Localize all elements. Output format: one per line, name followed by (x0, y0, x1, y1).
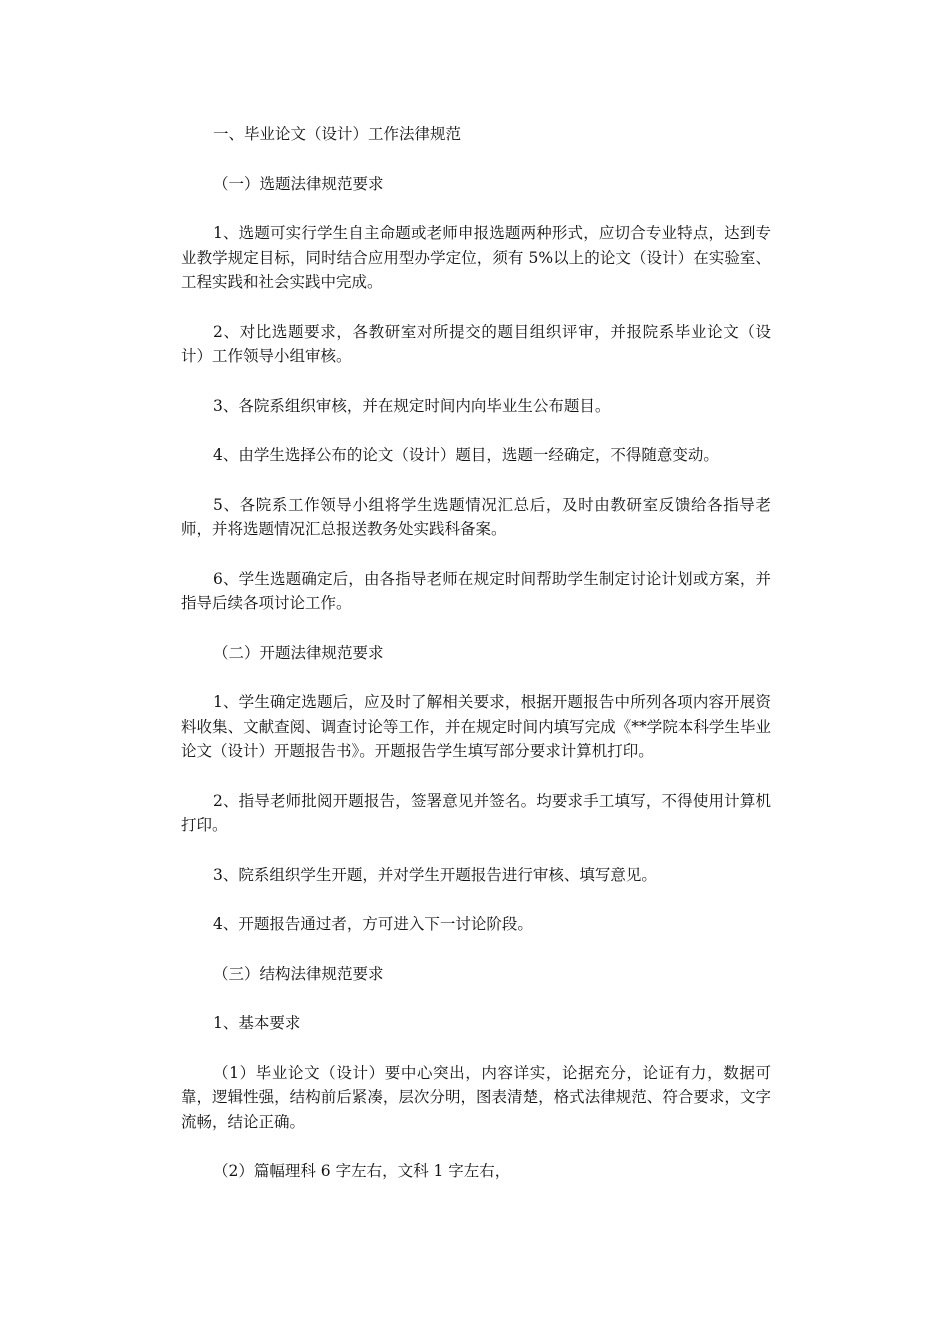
section-heading: 一、毕业论文（设计）工作法律规范 (213, 125, 462, 143)
paragraph: （1）毕业论文（设计）要中心突出，内容详实，论据充分，论证有力，数据可靠，逻辑性强，结构前后紧凑，层次分明，图表清楚，格式法律规范、符合要求，文字流畅，结论正确。 (181, 1063, 771, 1131)
document-body (181, 122, 771, 1209)
paragraph: 6、学生选题确定后，由各指导老师在规定时间帮助学生制定讨论计划或方案，并指导后续各项讨论工作。 (181, 569, 771, 612)
subsection-heading: （二）开题法律规范要求 (213, 643, 384, 662)
paragraph: 3、各院系组织审核，并在规定时间内向毕业生公布题目。 (213, 396, 611, 415)
paragraph: 2、对比选题要求，各教研室对所提交的题目组织评审，并报院系毕业论文（设计）工作领导小组审核。 (181, 322, 771, 365)
paragraph: 5、各院系工作领导小组将学生选题情况汇总后，及时由教研室反馈给各指导老师，并将选题情况汇总报送教务处实践科备案。 (181, 495, 771, 538)
paragraph: 3、院系组织学生开题，并对学生开题报告进行审核、填写意见。 (213, 865, 657, 884)
paragraph: 1、选题可实行学生自主命题或老师申报选题两种形式，应切合专业特点，达到专业教学规定目标，同时结合应用型办学定位，须有 5%以上的论文（设计）在实验室、工程实践和社会实践中完成。 (181, 224, 771, 291)
paragraph: 4、由学生选择公布的论文（设计）题目，选题一经确定，不得随意变动。 (213, 446, 719, 464)
paragraph: 4、开题报告通过者，方可进入下一讨论阶段。 (213, 915, 533, 933)
subsection-heading: （三）结构法律规范要求 (213, 964, 384, 983)
subsection-heading: （一）选题法律规范要求 (213, 174, 384, 193)
paragraph: 1、学生确定选题后，应及时了解相关要求，根据开题报告中所列各项内容开展资料收集、文献查阅、调查讨论等工作，并在规定时间内填写完成《**学院本科学生毕业论文（设计）开题报告书》。开题报告学生填写部分要求计算机打印。 (181, 693, 771, 760)
paragraph: （2）篇幅理科 6 字左右，文科 1 字左右， (213, 1162, 511, 1180)
paragraph: 2、指导老师批阅开题报告，签署意见并签名。均要求手工填写，不得使用计算机打印。 (181, 791, 771, 834)
paragraph: 1、基本要求 (213, 1014, 301, 1032)
